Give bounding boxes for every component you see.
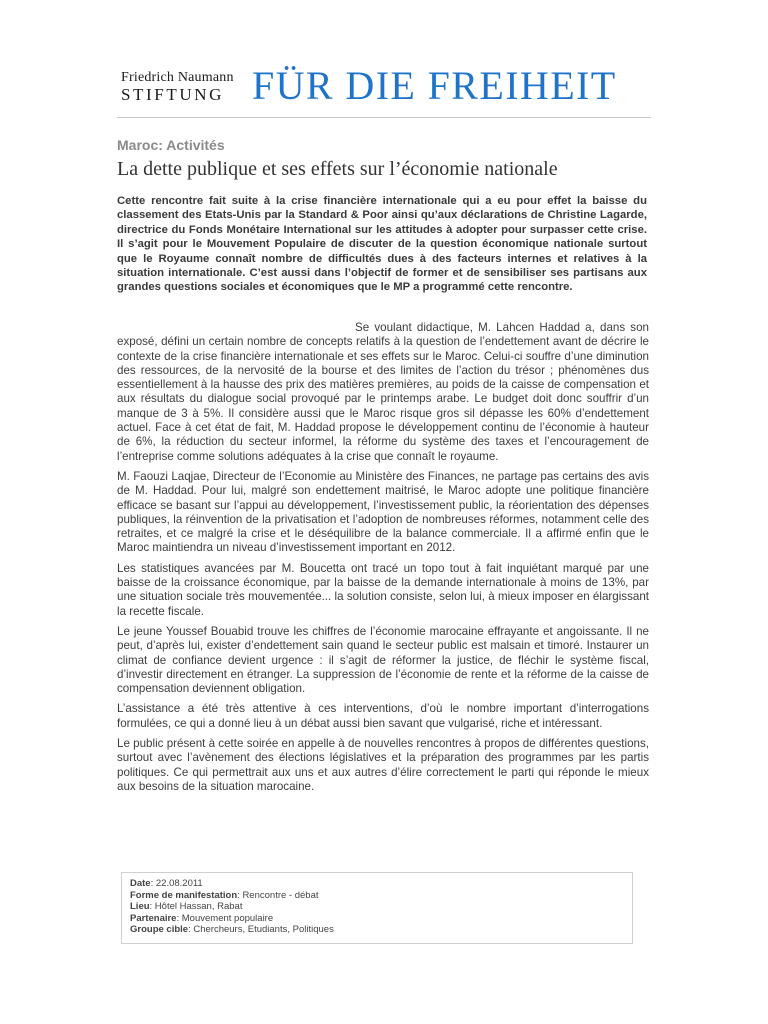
info-value: : Mouvement populaire — [176, 912, 274, 924]
info-label: Forme de manifestation — [130, 889, 238, 901]
article-body — [117, 321, 649, 800]
info-partner — [130, 913, 624, 925]
info-date — [130, 878, 624, 890]
info-label: Lieu — [130, 901, 150, 913]
info-form — [130, 890, 624, 902]
logo-line-1: Friedrich Naumann — [121, 70, 234, 85]
foundation-logo — [121, 63, 649, 108]
header-divider — [117, 117, 651, 118]
article-title: La dette publique et ses effets sur l’économie nationale — [117, 158, 558, 180]
info-target — [130, 924, 624, 936]
info-label: Date — [130, 878, 151, 889]
paragraph: L’assistance a été très attentive à ces interventions, d’où le nombre important d’interrogations formulées, ce qui a donné lieu à un débat aussi bien savant que vulgarisé, riche et intéressant. — [117, 702, 649, 730]
logo-slogan: FÜR DIE FREIHEIT — [252, 63, 617, 108]
paragraph: M. Faouzi Laqjae, Directeur de l’Economie au Ministère des Finances, ne partage pas certains des avis de M. Haddad. Pour lui, malgré son endettement maitrisé, le Maroc adopte une politique financière efficace se basant sur l’appui au développement, l’investissement public, la réorientation des dépenses publiques, la réinvention de la privatisation et l’adoption de nombreuses réformes, notamment celle des retraites, et ce malgré la crise et le déséquilibre de la balance commerciale. Il a affirmé enfin que le Maroc maintiendra un niveau d’investissement important en 2012. — [117, 469, 649, 555]
paragraph: Se voulant didactique, M. Lahcen Haddad a, dans son exposé, défini un certain nombre de concepts relatifs à la question de l’endettement avant de décrire le contexte de la crise financière internationale et ses effets sur le Maroc. Celui-ci souffre d’une diminution des ressources, de la nervosité de la bourse et des limites de l’action du trésor ; phénomènes dus essentiellement à la hausse des prix des matières premières, au poids de la caisse de compensation et aux résultats du dialogue social provoqué par le printemps arabe. Le budget doit donc souffrir d’un manque de 3 à 5%. Il considère aussi que le Maroc risque gros sil dépasse les 60% d’endettement actuel. Face à cet état de fait, M. Haddad propose le développement continu de l’économie à hauteur de 6%, la réduction du secteur informel, la réforme du système des taxes et l’encouragement de l’entreprise comme solutions adéquates à la crise que connaît le royaume. — [117, 321, 649, 463]
logo-line-2: STIFTUNG — [121, 85, 224, 104]
info-value: : Chercheurs, Etudiants, Politiques — [188, 924, 334, 936]
info-label: Groupe cible — [130, 924, 189, 936]
section-label: Maroc: Activités — [117, 137, 225, 153]
article-lead: Cette rencontre fait suite à la crise financière internationale qui a eu pour effet la baisse du classement des Etats-Unis par la Standard & Poor ainsi qu’aux déclarations de Christine Lagarde, directrice du Fonds Monétaire International sur les attitudes à adopter pour surpasser cette crise. Il s’agit pour le Mouvement Populaire de discuter de la question économique nationale surtout que le Royaume connaît nombre de difficultés dues à des facteurs internes et relatives à la situation internationale. C’est aussi dans l’objectif de former et de sensibiliser ses partisans aux grandes questions sociales et économiques que le MP a programmé cette rencontre. — [117, 195, 647, 294]
info-value: : Hôtel Hassan, Rabat — [149, 901, 243, 913]
logo-wordmark — [121, 70, 234, 104]
paragraph: Le public présent à cette soirée en appelle à de nouvelles rencontres à propos de différentes questions, surtout avec l’avènement des élections législatives et la préparation des programmes par les partis politiques. Ce qui permettrait aux uns et aux autres d’élire correctement le parti qui réponde le mieux aux besoins de la situation marocaine. — [117, 737, 649, 793]
info-value: : 22.08.2011 — [150, 878, 203, 889]
paragraph: Le jeune Youssef Bouabid trouve les chiffres de l’économie marocaine effrayante et angoissante. Il ne peut, d’après lui, exister d’endettement sain quand le secteur public est malsain et timoré. Instaurer un climat de confiance devient urgence : il s’agit de réformer la justice, de fléchir le système fiscal, d’investir directement en étranger. La suppression de l’économie de rente et la réforme de la caisse de compensation deviennent obligation. — [117, 624, 649, 696]
info-label: Partenaire — [130, 912, 177, 924]
paragraph: Les statistiques avancées par M. Boucetta ont tracé un topo tout à fait inquiétant marqué par une baisse de la croissance économique, par la baisse de la demande internationale à moins de 13%, par une situation sociale très mouvementée... la solution consiste, selon lui, à mieux imposer en élargissant la recette fiscale. — [117, 561, 649, 618]
event-info-box — [121, 872, 633, 944]
info-place — [130, 901, 624, 913]
info-value: : Rencontre - débat — [237, 889, 319, 901]
